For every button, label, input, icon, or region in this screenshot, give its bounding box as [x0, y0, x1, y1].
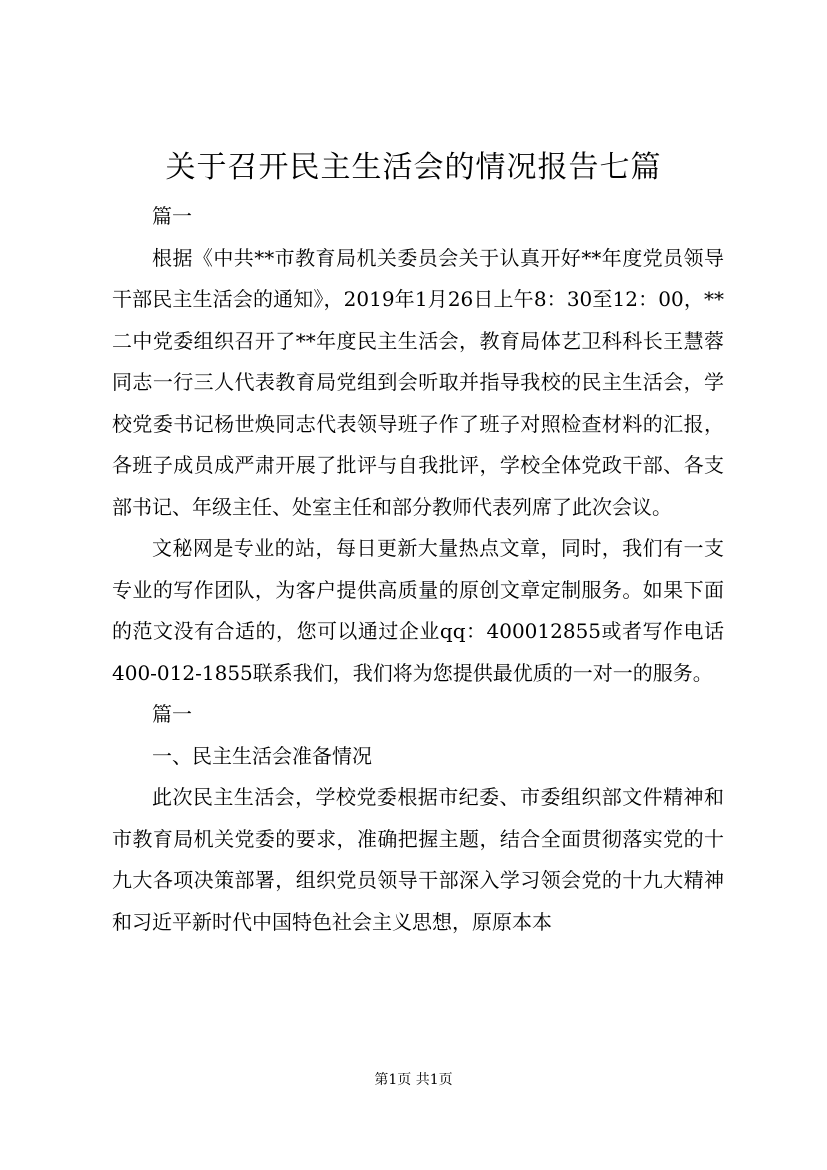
- section-heading: 篇一: [152, 204, 192, 228]
- paragraph-meeting-summary: 根据《中共**市教育局机关委员会关于认真开好**年度党员领导干部民主生活会的通知》，2019年1月26日上午8：30至12：00，**二中党委组织召开了**年度民主生活会，教育局体艺卫科科长王慧蓉同志一行三人代表教育局党组到会听取并指导我校的民主生活会，学校党委书记杨世焕同志代表领导班子作了班子对照检查材料的汇报，各班子成员成严肃开展了批评与自我批评，学校全体党政干部、各支部书记、年级主任、处室主任和部分教师代表列席了此次会议。: [112, 245, 724, 519]
- page-footer: 第1页 共1页: [374, 1072, 453, 1088]
- paragraph-preparation: 此次民主生活会，学校党委根据市纪委、市委组织部文件精神和市教育局机关党委的要求，准确把握主题，结合全面贯彻落实党的十九大各项决策部署，组织党员领导干部深入学习领会党的十九大精神和习近平新时代中国特色社会主义思想，原原本本: [112, 785, 724, 934]
- section-heading: 篇一: [152, 702, 192, 726]
- document-body: [112, 196, 724, 943]
- document-title: 关于召开民主生活会的情况报告七篇: [165, 150, 662, 185]
- paragraph-service-notice: 文秘网是专业的站，每日更新大量热点文章，同时，我们有一支专业的写作团队，为客户提供高质量的原创文章定制服务。如果下面的范文没有合适的，您可以通过企业qq：400012855或者写作电话400-012-1855联系我们，我们将为您提供最优质的一对一的服务。: [112, 536, 724, 685]
- subsection-heading: 一、民主生活会准备情况: [152, 743, 372, 768]
